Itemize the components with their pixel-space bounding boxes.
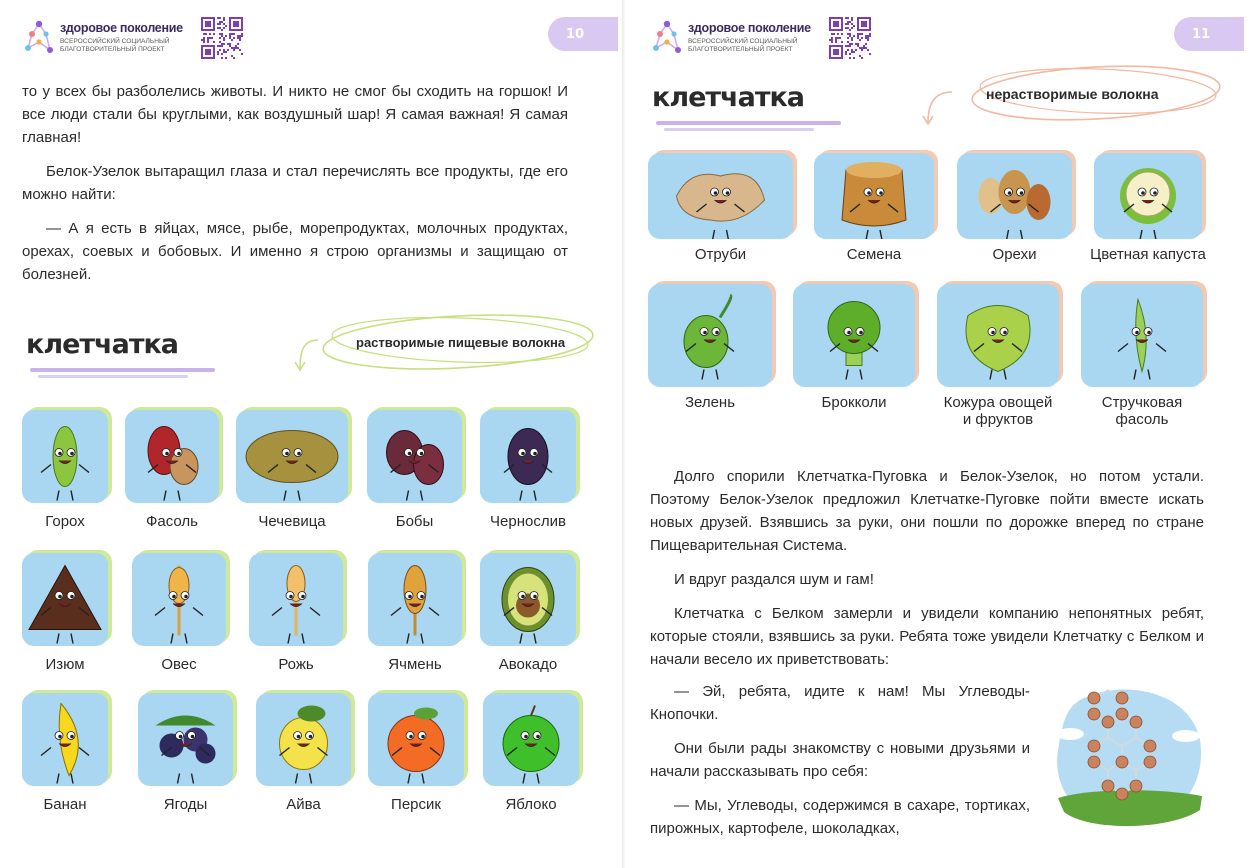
food-card [236,410,348,543]
food-card [22,693,108,826]
food-label: Семена [846,246,902,263]
food-label: Чернослив [490,513,566,530]
food-tile [22,693,108,786]
brand-name: здоровое поколение [688,21,811,36]
food-card [256,693,351,826]
brand-logo-icon [652,20,682,56]
story-text [22,80,568,297]
food-card [249,553,343,686]
pea-pod-icon [22,410,108,503]
page-number: 11 [1174,17,1244,51]
food-tile [125,410,219,503]
food-label: Авокадо [498,656,558,673]
story-paragraph: Долго спорили Клетчатка-Пуговка и Белок-Узелок, но потом устали. Поэтому Белок-Узелок предложил Клетчатке-Пуговке пойти вместе искать новых друзей. Взявшись за руки, они пошли по дорожке вперед по стране Пищеварительная Система. [650,468,1204,554]
story-text [650,465,1204,682]
brand-subtitle-line2: БЛАГОТВОРИТЕЛЬНЫЙ ПРОЕКТ [60,45,165,53]
brand-subtitle-line1: ВСЕРОССИЙСКИЙ СОЦИАЛЬНЫЙ [60,37,170,45]
nuts-icon [957,153,1072,239]
section-badge: нерастворимые волокна [986,86,1159,102]
food-label [1061,394,1223,428]
food-tile [480,410,576,503]
food-card [367,410,462,543]
food-tile [368,553,462,646]
food-label: Цветная капуста [1090,246,1206,263]
title-underline [656,121,841,125]
food-tile [367,410,462,503]
food-card [1081,284,1203,427]
story-paragraph: Клетчатка с Белком замерли и увидели компанию непонятных ребят, которые стояли, взявшись за руки. Ребята тоже увидели Клетчатку с Белком и начали весело их приветствовать: [650,605,1204,668]
brand-logo-icon [24,20,54,56]
food-label: Чечевица [258,513,326,530]
brand-name: здоровое поколение [60,21,183,36]
food-label: Ягоды [163,796,208,813]
food-card [480,553,576,686]
food-tile [1094,153,1202,239]
food-tile [480,553,576,646]
food-label: Банан [43,796,87,813]
food-card [957,153,1072,279]
banana-icon [22,693,108,786]
story-paragraph: — А я есть в яйцах, мясе, рыбе, морепродуктах, молочных продуктах, орехах, соевых и бобовых. И именно я строю организмы и защищаю от болезней. [22,220,568,283]
food-tile [22,410,108,503]
section-title: клетчатка [652,82,805,113]
food-label: Горох [45,513,85,530]
page-number: 10 [548,17,618,51]
quince-icon [256,693,351,786]
food-card [138,693,233,826]
food-label: Орехи [992,246,1037,263]
rye-icon [249,553,343,646]
story-paragraph: Они были рады знакомству с новыми друзьями и начали рассказывать про себя: [650,740,1030,780]
peach-icon [368,693,464,786]
raisins-icon [22,553,108,646]
food-card [132,553,226,686]
food-label: Изюм [45,656,85,673]
food-label: Фасоль [146,513,198,530]
food-label: Брокколи [821,394,887,411]
peel-icon [937,284,1059,387]
qr-code-icon[interactable] [829,17,871,59]
title-underline [38,375,188,378]
qr-code-icon[interactable] [201,17,243,59]
food-label: Яблоко [505,796,557,813]
food-card [1090,153,1206,279]
section-title: клетчатка [26,329,179,360]
food-label: Отруби [694,246,747,263]
food-tile [22,553,108,646]
lentils-icon [236,410,348,503]
food-tile [937,284,1059,387]
food-label-line: Кожура овощей [943,394,1053,411]
food-label: Зелень [684,394,736,411]
food-tile [483,693,579,786]
food-label: Рожь [278,656,314,673]
section-badge: растворимые пищевые волокна [356,335,566,350]
bean-icon [125,410,219,503]
left-page [0,0,622,868]
title-underline [664,128,814,131]
avocado-icon [480,553,576,646]
food-card [22,553,108,686]
food-tile [814,153,934,239]
story-text-narrow [650,680,1030,851]
food-label-line: фасоль [1115,411,1169,428]
brand-header [652,14,871,62]
title-underline [30,368,215,372]
cauliflower-icon [1094,153,1202,239]
story-paragraph: то у всех бы разболелись животы. И никто не смог бы сходить на горшок! И все люди стали бы круглыми, как воздушный шар! Я самая важная! Я самая главная! [22,83,568,146]
food-card [793,284,915,427]
prune-icon [480,410,576,503]
food-label: Ячмень [388,656,442,673]
carbohydrate-chain-illustration [1050,680,1206,832]
food-card [125,410,219,543]
green-bean-icon [1081,284,1203,387]
berries-icon [138,693,233,786]
food-card [483,693,579,826]
story-paragraph: И вдруг раздался шум и гам! [674,571,874,588]
food-label [917,394,1079,428]
food-card [937,284,1059,427]
story-paragraph: — Эй, ребята, идите к нам! Мы Углеводы-Кнопочки. [650,683,1030,723]
greens-icon [648,284,772,387]
food-tile [648,153,793,239]
bran-icon [648,153,793,239]
food-card [480,410,576,543]
food-label-line: Стручковая [1101,394,1183,411]
brand-text [688,22,811,54]
food-tile [957,153,1072,239]
food-card [368,553,462,686]
brand-subtitle-line2: БЛАГОТВОРИТЕЛЬНЫЙ ПРОЕКТ [688,45,793,53]
seeds-icon [814,153,934,239]
broccoli-icon [793,284,915,387]
food-tile [1081,284,1203,387]
food-tile [648,284,772,387]
food-tile [368,693,464,786]
oat-icon [132,553,226,646]
food-label: Персик [391,796,441,813]
food-card [648,284,772,427]
food-card [22,410,108,543]
food-card [814,153,934,279]
food-tile [138,693,233,786]
food-tile [249,553,343,646]
story-paragraph: — Мы, Углеводы, содержимся в сахаре, тортиках, пирожных, картофеле, шоколадках, [650,797,1030,837]
food-label-line: и фруктов [962,411,1034,428]
brand-subtitle-line1: ВСЕРОССИЙСКИЙ СОЦИАЛЬНЫЙ [688,37,798,45]
apple-icon [483,693,579,786]
food-tile [236,410,348,503]
food-tile [793,284,915,387]
story-paragraph: Белок-Узелок вытаращил глаза и стал перечислять все продукты, где его можно найти: [22,163,568,203]
food-tile [256,693,351,786]
food-label: Айва [286,796,321,813]
right-page [628,0,1250,868]
food-card [648,153,793,279]
food-tile [132,553,226,646]
broad-beans-icon [367,410,462,503]
barley-icon [368,553,462,646]
food-label: Бобы [395,513,434,530]
food-label: Овес [161,656,197,673]
brand-text [60,22,183,54]
brand-header [24,14,243,62]
food-card [368,693,464,826]
